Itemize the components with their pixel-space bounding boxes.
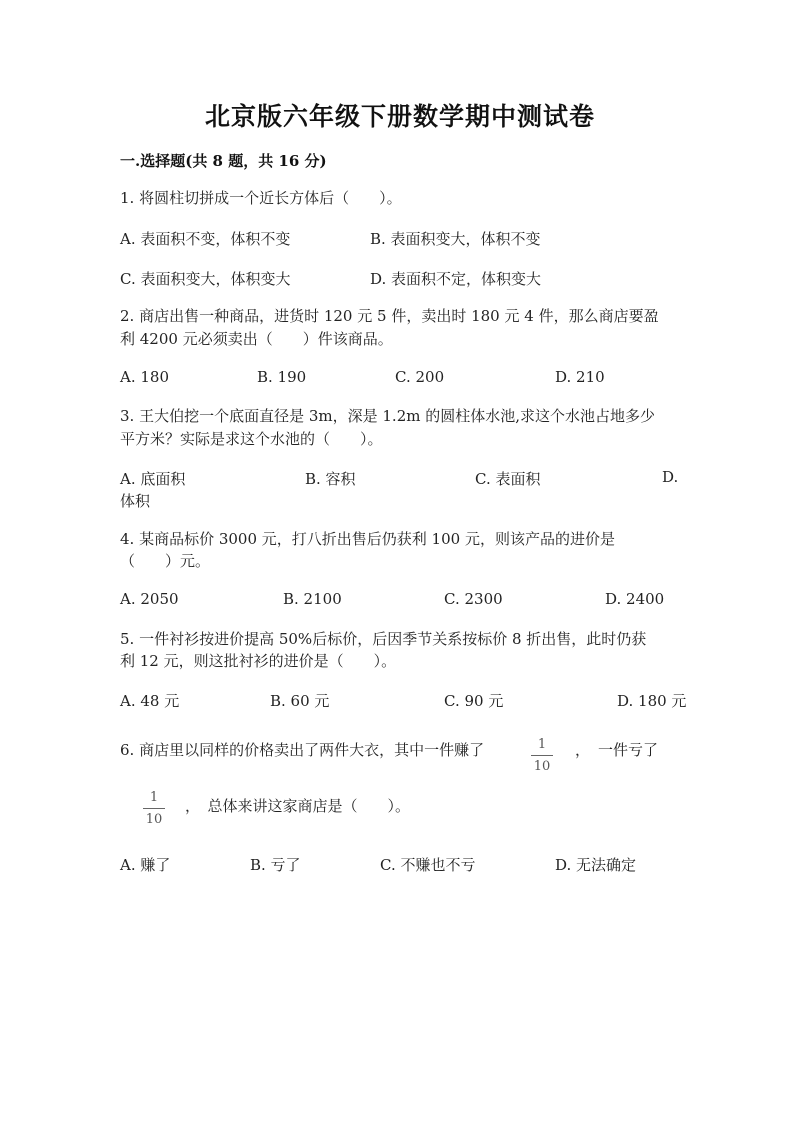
option-a: A. 表面积不变，体积不变 xyxy=(120,230,291,248)
option-c: C. 2300 xyxy=(444,590,503,608)
option-b: B. 表面积变大，体积不变 xyxy=(370,230,541,248)
question-text: 利 4200 元必须卖出（ ）件该商品。 xyxy=(120,330,393,348)
fraction-numerator: 1 xyxy=(149,790,159,805)
question-text: 1. 将圆柱切拼成一个近长方体后（ ）。 xyxy=(120,189,402,207)
fraction-bar xyxy=(531,755,553,756)
option-d: D. xyxy=(662,468,679,486)
option-d: D. 无法确定 xyxy=(555,856,637,874)
option-b: B. 容积 xyxy=(305,470,356,488)
section-heading: 一.选择题(共 8 题，共 16 分) xyxy=(120,152,327,170)
question-text: 利 12 元，则这批衬衫的进价是（ ）。 xyxy=(120,652,397,670)
option-b: B. 亏了 xyxy=(250,856,301,874)
fraction xyxy=(143,790,165,828)
fraction-denominator: 10 xyxy=(533,759,551,774)
option-c: C. 200 xyxy=(395,368,445,386)
option-d: D. 2400 xyxy=(605,590,665,608)
fraction xyxy=(531,737,553,775)
question-text: 2. 商店出售一种商品，进货时 120 元 5 件，卖出时 180 元 4 件，那么商店要盈 xyxy=(120,307,659,325)
option-a: A. 底面积 xyxy=(120,470,186,488)
fraction-bar xyxy=(143,808,165,809)
question-text: 一件亏了 xyxy=(598,741,659,759)
option-d-text: 体积 xyxy=(120,492,151,510)
option-a: A. 赚了 xyxy=(120,856,171,874)
question-text: 6. 商店里以同样的价格卖出了两件大衣，其中一件赚了 xyxy=(120,741,485,759)
question-text: 3. 王大伯挖一个底面直径是 3m，深是 1.2m 的圆柱体水池,求这个水池占地多少 xyxy=(120,407,656,425)
option-a: A. 180 xyxy=(120,368,169,386)
option-c: C. 不赚也不亏 xyxy=(380,856,476,874)
option-c: C. 表面积 xyxy=(475,470,541,488)
question-text: ， xyxy=(575,741,591,759)
option-a: A. 2050 xyxy=(120,590,179,608)
question-text: 5. 一件衬衫按进价提高 50%后标价，后因季节关系按标价 8 折出售，此时仍获 xyxy=(120,630,647,648)
option-a: A. 48 元 xyxy=(120,692,180,710)
option-d: D. 210 xyxy=(555,368,605,386)
question-text: 平方米？实际是求这个水池的（ ）。 xyxy=(120,430,383,448)
option-b: B. 60 元 xyxy=(270,692,330,710)
fraction-numerator: 1 xyxy=(537,737,547,752)
option-b: B. 2100 xyxy=(283,590,342,608)
option-c: C. 表面积变大，体积变大 xyxy=(120,270,291,288)
page-title: 北京版六年级下册数学期中测试卷 xyxy=(204,102,595,131)
option-d: D. 180 元 xyxy=(617,692,687,710)
question-text: 4. 某商品标价 3000 元，打八折出售后仍获利 100 元，则该产品的进价是 xyxy=(120,530,615,548)
fraction-denominator: 10 xyxy=(145,812,163,827)
option-c: C. 90 元 xyxy=(444,692,504,710)
option-b: B. 190 xyxy=(257,368,307,386)
option-d: D. 表面积不定，体积变大 xyxy=(370,270,542,288)
question-text: （ ）元。 xyxy=(120,552,211,570)
question-text: ， 总体来讲这家商店是（ ）。 xyxy=(185,797,411,815)
